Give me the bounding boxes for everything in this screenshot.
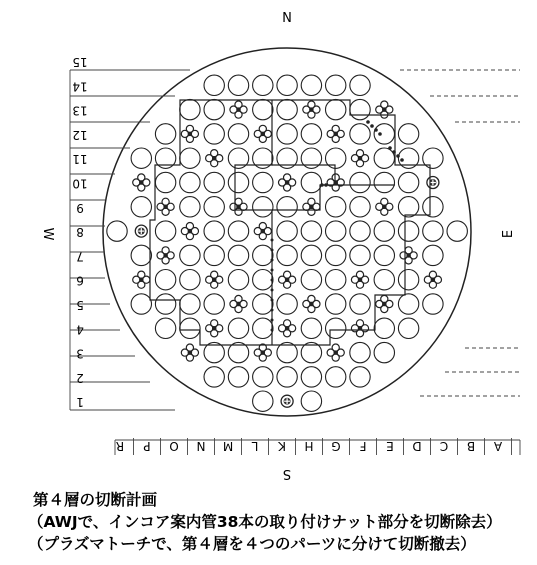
- fuel-cell: [374, 221, 394, 241]
- fuel-cell: [374, 148, 394, 168]
- fuel-cell: [350, 294, 370, 314]
- fuel-cell: [180, 148, 200, 168]
- column-label-E: E: [386, 439, 394, 453]
- fuel-cell: [277, 245, 297, 265]
- fuel-cell: [204, 294, 224, 314]
- fuel-cell: [398, 197, 418, 217]
- row-label-12: 12: [72, 127, 88, 142]
- guide-tube-nut-icon: [157, 247, 174, 264]
- guide-tube-nut-icon: [230, 295, 247, 312]
- fuel-cell: [326, 318, 346, 338]
- fuel-cell: [277, 221, 297, 241]
- fuel-cell: [180, 172, 200, 192]
- fuel-cell: [204, 221, 224, 241]
- fuel-cell: [326, 99, 346, 119]
- fuel-cell: [253, 75, 273, 95]
- column-label-M: M: [222, 439, 234, 453]
- fuel-cell: [326, 245, 346, 265]
- fuel-cell-grid: [107, 75, 468, 411]
- plug-icon: [427, 177, 439, 189]
- column-label-N: N: [196, 439, 206, 453]
- guide-tube-nut-icon: [230, 198, 247, 215]
- column-label-B: B: [466, 439, 476, 453]
- fuel-cell: [204, 245, 224, 265]
- fuel-cell: [155, 294, 175, 314]
- guide-tube-nut-icon: [400, 247, 417, 264]
- guide-tube-nut-icon: [303, 198, 320, 215]
- fuel-cell: [131, 148, 151, 168]
- fuel-cell: [374, 172, 394, 192]
- fuel-cell: [253, 99, 273, 119]
- guide-tube-nut-icon: [206, 320, 223, 337]
- fuel-cell: [228, 221, 248, 241]
- fuel-cell: [350, 367, 370, 387]
- fuel-cell: [277, 197, 297, 217]
- fuel-cell: [228, 318, 248, 338]
- guide-tube-nut-icon: [327, 125, 344, 142]
- fuel-cell: [398, 124, 418, 144]
- guide-tube-nut-icon: [133, 271, 150, 288]
- fuel-cell: [131, 197, 151, 217]
- fuel-cell: [326, 75, 346, 95]
- row-label-7: 7: [76, 249, 84, 264]
- compass-west: W: [40, 227, 55, 241]
- fuel-cell: [204, 197, 224, 217]
- fuel-cell: [374, 124, 394, 144]
- guide-tube-nut-icon: [230, 101, 247, 118]
- column-label-D: D: [412, 439, 422, 453]
- fuel-cell: [326, 294, 346, 314]
- fuel-cell: [155, 318, 175, 338]
- fuel-cell: [301, 75, 321, 95]
- fuel-cell: [180, 318, 200, 338]
- guide-tube-nut-icon: [254, 344, 271, 361]
- fuel-cell: [131, 245, 151, 265]
- fuel-cell: [253, 270, 273, 290]
- fuel-cell: [301, 124, 321, 144]
- fuel-cell: [301, 367, 321, 387]
- fuel-cell: [350, 172, 370, 192]
- column-label-K: K: [278, 439, 286, 453]
- column-label-C: C: [439, 439, 449, 453]
- row-label-5: 5: [76, 298, 84, 312]
- fuel-cell: [301, 172, 321, 192]
- fuel-cell: [374, 245, 394, 265]
- guide-tube-nut-icon: [279, 174, 296, 191]
- fuel-cell: [301, 270, 321, 290]
- fuel-cell: [374, 318, 394, 338]
- fuel-cell: [326, 270, 346, 290]
- fuel-cell: [204, 99, 224, 119]
- fuel-cell: [155, 124, 175, 144]
- fuel-cell: [398, 172, 418, 192]
- fuel-cell: [253, 318, 273, 338]
- fuel-cell: [326, 221, 346, 241]
- fuel-cell: [277, 367, 297, 387]
- fuel-cell: [253, 391, 273, 411]
- row-label-6: 6: [76, 273, 84, 288]
- fuel-cell: [301, 391, 321, 411]
- guide-tube-nut-icon: [376, 295, 393, 312]
- row-label-2: 2: [76, 370, 84, 385]
- fuel-cell: [180, 294, 200, 314]
- fuel-cell: [374, 342, 394, 362]
- guide-tube-nut-icon: [133, 174, 150, 191]
- fuel-cell: [253, 245, 273, 265]
- fuel-cell: [204, 124, 224, 144]
- fuel-cell: [447, 221, 467, 241]
- fuel-cell: [180, 197, 200, 217]
- fuel-cell: [350, 221, 370, 241]
- fuel-cell: [301, 318, 321, 338]
- fuel-cell: [228, 270, 248, 290]
- guide-tube-nut-icon: [303, 101, 320, 118]
- fuel-cell: [228, 124, 248, 144]
- fuel-cell: [253, 367, 273, 387]
- fuel-cell: [253, 197, 273, 217]
- row-label-11: 11: [72, 152, 88, 167]
- fuel-cell: [350, 197, 370, 217]
- guide-tube-nut-icon: [254, 223, 271, 240]
- fuel-cell: [180, 99, 200, 119]
- fuel-cell: [277, 124, 297, 144]
- guide-tube-nut-icon: [327, 174, 344, 191]
- fuel-cell: [374, 270, 394, 290]
- fuel-cell: [228, 245, 248, 265]
- row-label-4: 4: [76, 322, 84, 337]
- fuel-cell: [204, 172, 224, 192]
- guide-tube-nut-icon: [157, 198, 174, 215]
- fuel-cell: [398, 294, 418, 314]
- fuel-cell: [301, 245, 321, 265]
- column-label-O: O: [169, 439, 179, 453]
- row-label-3: 3: [76, 346, 84, 361]
- fuel-cell: [277, 75, 297, 95]
- guide-tube-nut-icon: [181, 223, 198, 240]
- fuel-cell: [350, 342, 370, 362]
- guide-tube-nut-icon: [206, 271, 223, 288]
- row-label-13: 13: [72, 103, 88, 118]
- fuel-cell: [253, 172, 273, 192]
- fuel-cell: [228, 367, 248, 387]
- fuel-cell: [398, 270, 418, 290]
- fuel-cell: [277, 99, 297, 119]
- guide-tube-nut-icon: [279, 271, 296, 288]
- guide-tube-nut-icon: [351, 271, 368, 288]
- guide-tube-nut-icon: [181, 125, 198, 142]
- fuel-cell: [423, 197, 443, 217]
- guide-tube-nut-icon: [181, 344, 198, 361]
- fuel-cell: [398, 318, 418, 338]
- row-label-8: 8: [76, 225, 84, 240]
- guide-tube-nut-icon: [254, 125, 271, 142]
- guide-tube-nut-icon: [303, 295, 320, 312]
- plug-icon: [281, 395, 293, 407]
- fuel-cell: [107, 221, 127, 241]
- fuel-cell: [131, 294, 151, 314]
- column-label-F: F: [359, 439, 367, 453]
- column-label-P: P: [143, 439, 151, 453]
- fuel-cell: [350, 99, 370, 119]
- fuel-cell: [228, 172, 248, 192]
- column-label-G: G: [331, 439, 341, 453]
- fuel-cell: [326, 367, 346, 387]
- fuel-cell: [301, 221, 321, 241]
- guide-tube-nut-icon: [424, 271, 441, 288]
- row-label-10: 10: [72, 176, 88, 191]
- guide-tube-nut-icon: [206, 150, 223, 167]
- compass-east: E: [501, 229, 516, 239]
- compass-north: N: [282, 8, 292, 23]
- guide-tube-nut-icon: [376, 198, 393, 215]
- fuel-cell: [155, 270, 175, 290]
- guide-tube-nut-icon: [327, 344, 344, 361]
- fuel-cell: [180, 270, 200, 290]
- fuel-cell: [155, 221, 175, 241]
- fuel-cell: [155, 172, 175, 192]
- column-label-H: H: [304, 439, 314, 453]
- row-label-15: 15: [72, 55, 88, 69]
- guide-tube-nut-icon: [376, 101, 393, 118]
- row-label-9: 9: [76, 200, 84, 215]
- column-label-L: L: [251, 439, 259, 453]
- fuel-cell: [204, 367, 224, 387]
- caption-plasma: （プラズマトーチで、第４層を４つのパーツに分けて切断撤去）: [28, 535, 476, 553]
- compass-south: S: [282, 466, 292, 481]
- fuel-cell: [326, 197, 346, 217]
- column-label-R: R: [115, 439, 125, 453]
- row-label-1: 1: [76, 395, 84, 410]
- guide-tube-nut-icon: [351, 320, 368, 337]
- plug-icon: [135, 225, 147, 237]
- caption-title: 第４層の切断計画: [33, 491, 158, 509]
- guide-tube-nut-icon: [351, 150, 368, 167]
- guide-tube-nut-icon: [279, 320, 296, 337]
- column-label-A: A: [493, 439, 503, 453]
- fuel-cell: [277, 294, 297, 314]
- row-label-14: 14: [72, 79, 88, 94]
- fuel-cell: [350, 124, 370, 144]
- fuel-cell: [423, 294, 443, 314]
- fuel-cell: [350, 75, 370, 95]
- fuel-cell: [228, 75, 248, 95]
- column-labels: [116, 438, 512, 455]
- fuel-cell: [180, 245, 200, 265]
- fuel-cell: [398, 221, 418, 241]
- fuel-cell: [423, 221, 443, 241]
- fuel-cell: [253, 294, 273, 314]
- fuel-cell: [204, 75, 224, 95]
- caption-awj: （AWJで、インコア案内管38本の取り付けナット部分を切断除去）: [28, 513, 502, 531]
- fuel-cell: [350, 245, 370, 265]
- fuel-cell: [423, 245, 443, 265]
